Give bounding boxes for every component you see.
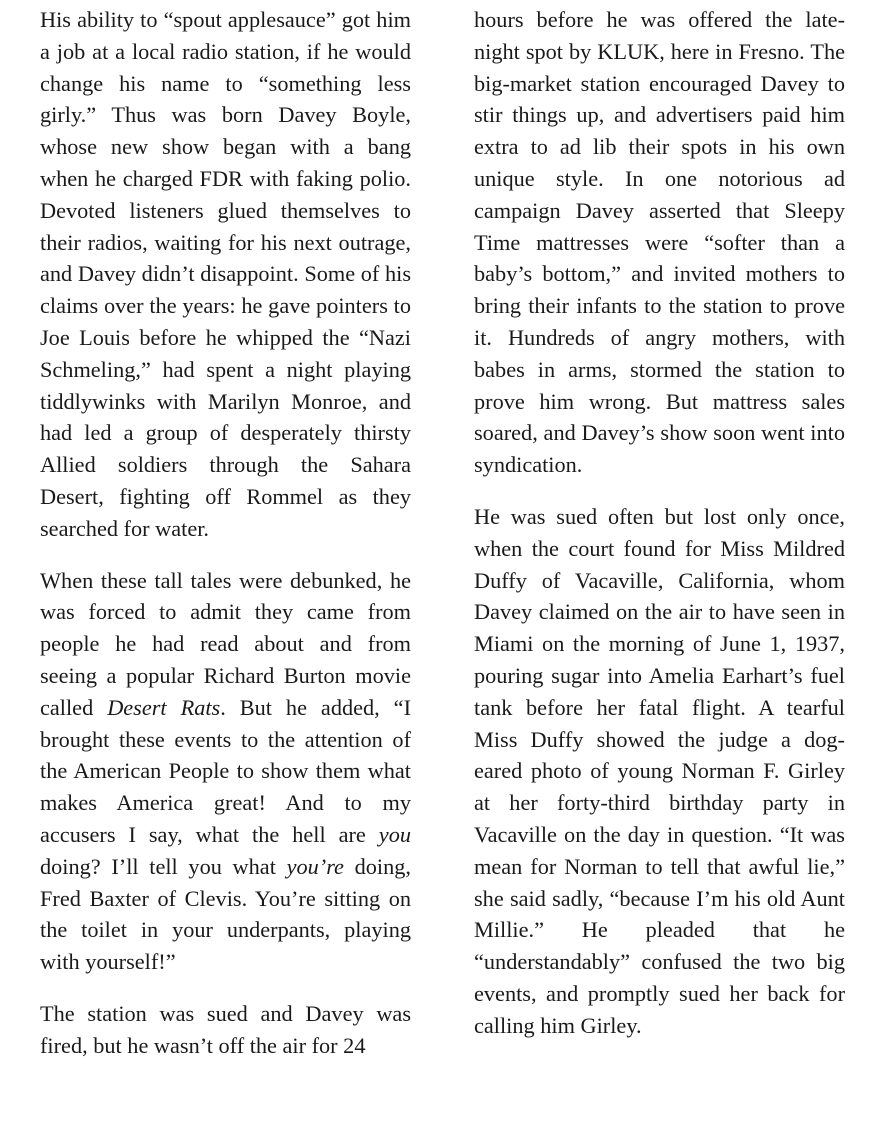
movie-title: Desert Rats (107, 694, 221, 720)
paragraph-text: doing? I’ll tell you what (40, 853, 287, 879)
paragraph-text: His ability to “spout applesauce” got him a job at a local radio station, if he would change his name to “something less girly.” Thus was born Davey Boyle, whose new show began with a bang when he charged FDR with faking polio. Devoted listeners glued themselves to their radios, waiting for his next outrage, and Davey didn’t disappoint. Some of his claims over the years: he gave pointers to Joe Louis before he whipped the “Nazi Schmeling,” had spent a night playing tiddlywinks with Marilyn Monroe, and had led a group of desperately thirsty Allied soldiers through the Sahara Desert, fighting off Rommel as they searched for water. (40, 7, 411, 541)
paragraph (40, 4, 411, 545)
paragraph (474, 501, 845, 1042)
emphasis-text: you (378, 821, 411, 847)
right-column (474, 4, 845, 1062)
paragraph-text: When these tall tales were debunked, he was forced to admit they came from people he had read about and from seeing a popular Richard Burton movie called (40, 567, 411, 720)
paragraph (40, 998, 411, 1062)
paragraph-text: He was sued often but lost only once, when the court found for Miss Mildred Duffy of Vacaville, California, whom Davey claimed on the air to have seen in Miami on the morning of June 1, 1937, pouring sugar into Amelia Earhart’s fuel tank before her fatal flight. A tearful Miss Duffy showed the judge a dog-eared photo of young Norman F. Girley at her forty-third birthday party in Vacaville on the day in question. “It was mean for Norman to tell that awful lie,” she said sadly, “because I’m his old Aunt Millie.” He pleaded that he “understandably” confused the two big events, and promptly sued her back for calling him Girley. (474, 503, 845, 1038)
paragraph-text: hours before he was offered the late-night spot by KLUK, here in Fresno. The big-market station encouraged Davey to stir things up, and advertisers paid him extra to ad lib their spots in his own unique style. In one notorious ad campaign Davey asserted that Sleepy Time mattresses were “softer than a baby’s bottom,” and invited mothers to bring their infants to the station to prove it. Hundreds of angry mothers, with babes in arms, stormed the station to prove him wrong. But mattress sales soared, and Davey’s show soon went into syndication. (474, 7, 845, 478)
emphasis-text: you’re (286, 853, 344, 879)
left-column (40, 4, 411, 1082)
paragraph-text: The station was sued and Davey was fired, but he wasn’t off the air for 24 (40, 1000, 411, 1058)
paragraph-text: . But he added, “I brought these events to the attention of the American People to show them what makes America great! And to my accusers I say, what the hell are (40, 694, 411, 847)
paragraph (40, 565, 411, 978)
paragraph (474, 4, 845, 481)
paragraph-text: doing, Fred Baxter of Clevis. You’re sitting on the toilet in your underpants, playing with yourself!” (40, 853, 411, 975)
